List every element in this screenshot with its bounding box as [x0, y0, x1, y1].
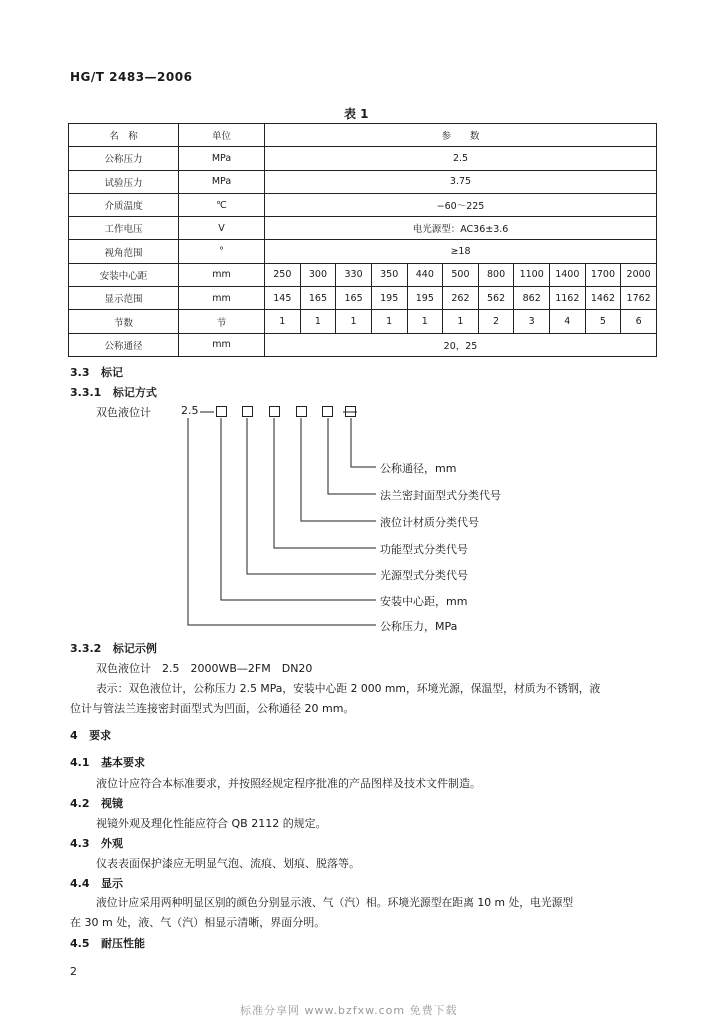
row-unit: mm [179, 287, 265, 310]
cell: 1 [336, 310, 372, 333]
cell: 2000 [621, 263, 657, 286]
row-value: −60～225 [265, 193, 657, 216]
marking-label: 功能型式分类代号 [380, 543, 468, 556]
row-name: 介质温度 [69, 193, 179, 216]
cell: 1 [443, 310, 479, 333]
section-3-3-2 [70, 640, 157, 656]
cell: 1700 [585, 263, 621, 286]
marking-label: 光源型式分类代号 [380, 569, 468, 582]
row-value: 2.5 [265, 147, 657, 170]
row-unit: mm [179, 333, 265, 356]
section-title: 外观 [101, 837, 123, 850]
section-4-3-text: 仪表表面保护漆应无明显气泡、流痕、划痕、脱落等。 [96, 857, 360, 870]
section-title: 基本要求 [101, 756, 145, 769]
marking-box [296, 406, 307, 417]
row-value: 3.75 [265, 170, 657, 193]
example-desc-line2: 位计与管法兰连接密封面型式为凹面，公称通径 20 mm。 [70, 702, 355, 715]
section-4-2-text: 视镜外观及理化性能应符合 QB 2112 的规定。 [96, 817, 327, 830]
row-value: 20，25 [265, 333, 657, 356]
row-name: 安装中心距 [69, 263, 179, 286]
row-unit: V [179, 217, 265, 240]
cell: 1762 [621, 287, 657, 310]
section-number: 3.3.2 [70, 642, 102, 655]
cell: 1 [371, 310, 407, 333]
marking-box [242, 406, 253, 417]
section-4-3 [70, 835, 123, 851]
marking-box [322, 406, 333, 417]
row-unit: 节 [179, 310, 265, 333]
cell: 4 [550, 310, 586, 333]
cell: 2 [478, 310, 514, 333]
section-number: 4.2 [70, 797, 90, 810]
section-4-2 [70, 795, 123, 811]
cell: 195 [407, 287, 443, 310]
cell: 330 [336, 263, 372, 286]
marking-label: 公称通径，mm [380, 462, 457, 475]
cell: 1162 [550, 287, 586, 310]
row-unit: ° [179, 240, 265, 263]
row-name: 节数 [69, 310, 179, 333]
section-number: 4 [70, 729, 78, 742]
section-4-4-text-line1: 液位计应采用两种明显区别的颜色分别显示液、气（汽）相。环境光源型在距离 10 m 处，电光源型 [96, 896, 574, 909]
cell: 5 [585, 310, 621, 333]
section-title: 要求 [89, 729, 112, 742]
cell: 500 [443, 263, 479, 286]
cell: 440 [407, 263, 443, 286]
section-title: 显示 [101, 877, 123, 890]
section-4-1 [70, 754, 145, 770]
cell: 800 [478, 263, 514, 286]
row-name: 工作电压 [69, 217, 179, 240]
marking-box [269, 406, 280, 417]
cell: 1400 [550, 263, 586, 286]
cell: 1 [407, 310, 443, 333]
cell: 250 [265, 263, 301, 286]
cell: 562 [478, 287, 514, 310]
cell: 3 [514, 310, 550, 333]
watermark-footer: 标准分享网 www.bzfxw.com 免费下载 [240, 1004, 458, 1017]
marking-box [216, 406, 227, 417]
section-title: 标记示例 [112, 642, 157, 655]
marking-label: 液位计材质分类代号 [380, 516, 479, 529]
cell: 1100 [514, 263, 550, 286]
cell: 1 [300, 310, 336, 333]
marking-box [345, 406, 356, 417]
cell: 145 [265, 287, 301, 310]
section-number: 4.1 [70, 756, 90, 769]
head-param: 参 数 [265, 124, 657, 147]
section-4-1-text: 液位计应符合本标准要求，并按照经规定程序批准的产品图样及技术文件制造。 [96, 777, 481, 790]
section-4-4-text-line2: 在 30 m 处，液、气（汽）相显示清晰，界面分明。 [70, 916, 326, 929]
section-4-4 [70, 875, 123, 891]
section-4-5 [70, 935, 145, 951]
row-unit: ℃ [179, 193, 265, 216]
marking-code: 2.5 [181, 404, 199, 417]
cell: 300 [300, 263, 336, 286]
row-name: 试验压力 [69, 170, 179, 193]
standard-code: HG/T 2483—2006 [70, 70, 193, 84]
cell: 165 [300, 287, 336, 310]
cell: 6 [621, 310, 657, 333]
page-number: 2 [70, 965, 77, 978]
row-value: ≥18 [265, 240, 657, 263]
section-number: 3.3.1 [70, 386, 102, 399]
row-unit: MPa [179, 170, 265, 193]
section-number: 3.3 [70, 366, 90, 379]
cell: 195 [371, 287, 407, 310]
cell: 1462 [585, 287, 621, 310]
row-value: 电光源型：AC36±3.6 [265, 217, 657, 240]
head-name: 名 称 [69, 124, 179, 147]
section-number: 4.4 [70, 877, 90, 890]
row-name: 显示范围 [69, 287, 179, 310]
section-title: 标记方式 [112, 386, 157, 399]
marking-prefix: 双色液位计 [96, 406, 151, 419]
section-title: 耐压性能 [101, 937, 145, 950]
section-number: 4.5 [70, 937, 90, 950]
example-desc-line1: 表示：双色液位计，公称压力 2.5 MPa，安装中心距 2 000 mm，环境光源，保温型，材质为不锈钢，液 [96, 682, 601, 695]
marking-label: 安装中心距，mm [380, 595, 468, 608]
row-unit: MPa [179, 147, 265, 170]
section-number: 4.3 [70, 837, 90, 850]
marking-label: 法兰密封面型式分类代号 [380, 489, 501, 502]
marking-label: 公称压力，MPa [380, 620, 458, 633]
row-unit: mm [179, 263, 265, 286]
example-code: 双色液位计 2.5 2000WB—2FM DN20 [96, 662, 313, 675]
section-title: 标记 [101, 366, 123, 379]
cell: 1 [265, 310, 301, 333]
cell: 262 [443, 287, 479, 310]
head-unit: 单位 [179, 124, 265, 147]
row-name: 视角范围 [69, 240, 179, 263]
row-name: 公称压力 [69, 147, 179, 170]
section-title: 视镜 [101, 797, 123, 810]
cell: 862 [514, 287, 550, 310]
cell: 350 [371, 263, 407, 286]
row-name: 公称通径 [69, 333, 179, 356]
cell: 165 [336, 287, 372, 310]
section-4 [70, 727, 111, 743]
table-caption: 表 1 [344, 107, 369, 121]
